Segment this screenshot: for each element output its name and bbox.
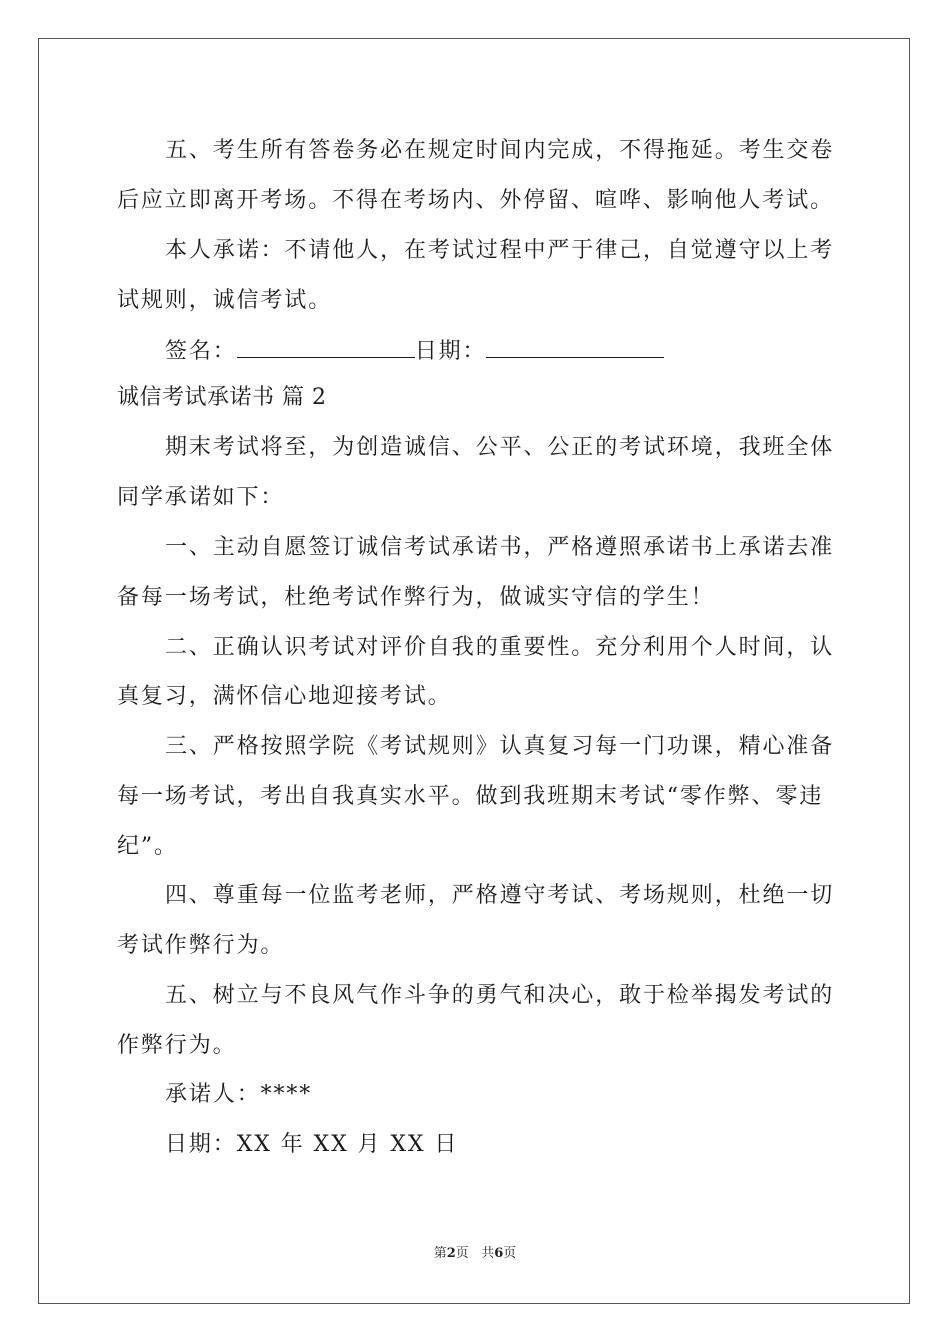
- page-footer: [0, 1245, 950, 1263]
- paragraph-line: 后应立即离开考场。不得在考场内、外停留、喧哗、影响他人考试。: [117, 188, 835, 213]
- paragraph-line: 作弊行为。: [117, 1033, 237, 1058]
- paragraph-line: 纪”。: [117, 834, 178, 859]
- paragraph-line: 备每一场考试，杜绝考试作弊行为，做诚实守信的学生！: [117, 585, 715, 610]
- paragraph-line: 期末考试将至，为创造诚信、公平、公正的考试环境，我班全体: [165, 435, 835, 460]
- paragraph-line: 二、正确认识考试对评价自我的重要性。充分利用个人时间，认: [165, 635, 835, 660]
- total-pages: 6: [494, 1246, 504, 1261]
- paragraph-line: 本人承诺：不请他人，在考试过程中严于律己，自觉遵守以上考: [165, 238, 835, 263]
- date-blank: [486, 335, 664, 358]
- paragraph-line: 五、树立与不良风气作斗争的勇气和决心，敢于检举揭发考试的: [165, 983, 835, 1008]
- paragraph-line: 同学承诺如下：: [117, 485, 285, 510]
- paragraph-line: 一、主动自愿签订诚信考试承诺书，严格遵照承诺书上承诺去准: [165, 535, 835, 560]
- paragraph-line: 试规则，诚信考试。: [117, 288, 333, 313]
- signature-blank: [237, 335, 415, 358]
- paragraph-line: 考试作弊行为。: [117, 933, 285, 958]
- page-frame: [38, 38, 910, 1304]
- page-number: 2: [446, 1246, 456, 1261]
- page-suffix: 页: [455, 1246, 469, 1261]
- date-line: 日期：XX 年 XX 月 XX 日: [165, 1132, 459, 1157]
- total-prefix: 共: [481, 1246, 495, 1261]
- sign-label: 签名：: [165, 339, 237, 364]
- page-prefix: 第: [433, 1246, 447, 1261]
- paragraph-line: 四、尊重每一位监考老师，严格遵守考试、考场规则，杜绝一切: [165, 883, 835, 908]
- paragraph-line: 五、考生所有答卷务必在规定时间内完成，不得拖延。考生交卷: [165, 138, 835, 163]
- signature-line: [165, 335, 664, 367]
- date-label: 日期：: [414, 339, 487, 364]
- paragraph-line: 三、严格按照学院《考试规则》认真复习每一门功课，精心准备: [165, 734, 835, 759]
- promiser-line: 承诺人：****: [165, 1082, 313, 1107]
- section-heading: 诚信考试承诺书 篇 2: [117, 385, 327, 410]
- total-suffix: 页: [503, 1246, 517, 1261]
- paragraph-line: 真复习，满怀信心地迎接考试。: [117, 684, 452, 709]
- paragraph-line: 每一场考试，考出自我真实水平。做到我班期末考试“零作弊、零违: [117, 784, 824, 809]
